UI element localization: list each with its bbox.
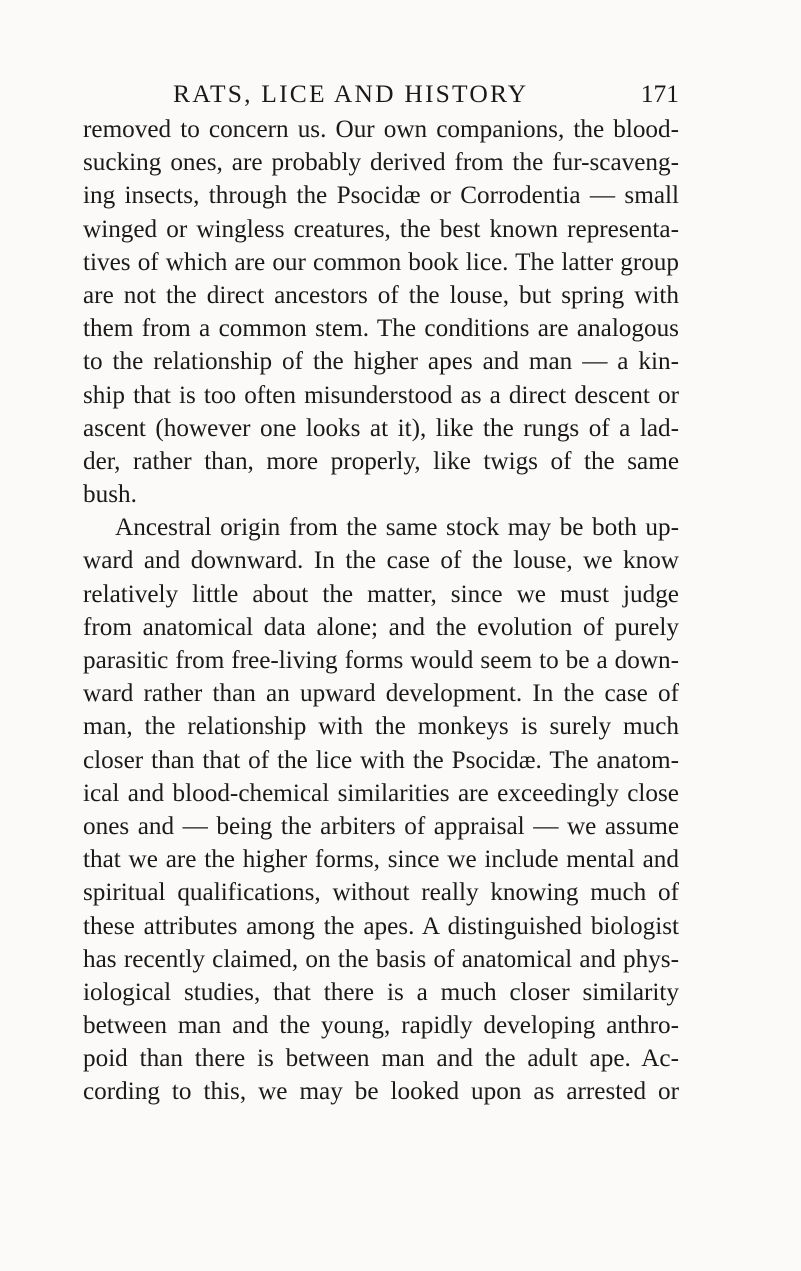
text-line: relatively little about the matter, since we must judge: [83, 580, 679, 608]
text-line: sucking ones, are probably derived from the fur-scaveng-: [83, 149, 679, 177]
running-head-title: RATS, LICE AND HISTORY: [173, 79, 529, 108]
text-line: removed to concern us. Our own companions, the blood-: [83, 116, 679, 143]
text-line: ing insects, through the Psocidæ or Corrodentia — small: [83, 182, 679, 210]
text-line: man, the relationship with the monkeys is surely much: [83, 713, 679, 741]
text-line: bush.: [83, 481, 137, 509]
text-line: are not the direct ancestors of the louse, but spring with: [83, 281, 679, 309]
text-line: parasitic from free-living forms would seem to be a down-: [83, 647, 679, 674]
text-line: ship that is too often misunderstood as a direct descent or: [83, 381, 679, 409]
text-line: der, rather than, more properly, like twigs of the same: [83, 447, 679, 475]
paragraph-1: [83, 113, 679, 511]
text-line: tives of which are our common book lice. The latter group: [83, 248, 679, 276]
text-line: Ancestral origin from the same stock may be both up-: [115, 514, 679, 542]
book-page: [83, 76, 679, 1109]
text-line: these attributes among the apes. A distinguished biologist: [83, 912, 679, 940]
text-line: has recently claimed, on the basis of anatomical and phys-: [83, 945, 679, 973]
paragraph-2: [83, 511, 679, 1108]
text-line: from anatomical data alone; and the evolution of purely: [83, 613, 679, 641]
text-line: ical and blood-chemical similarities are exceedingly close: [83, 779, 679, 807]
text-line: iological studies, that there is a much closer similarity: [83, 978, 679, 1006]
text-line: cording to this, we may be looked upon as arrested or: [83, 1078, 679, 1106]
text-line: them from a common stem. The conditions are analogous: [83, 315, 679, 343]
text-line: ward rather than an upward development. In the case of: [83, 680, 679, 708]
text-line: closer than that of the lice with the Psocidæ. The anatom-: [83, 746, 679, 774]
body-text: [83, 113, 679, 1109]
text-line: ward and downward. In the case of the louse, we know: [83, 547, 679, 575]
text-line: that we are the higher forms, since we include mental and: [83, 846, 679, 874]
running-head: [173, 76, 679, 112]
text-line: between man and the young, rapidly developing anthro-: [83, 1012, 679, 1040]
text-line: ascent (however one looks at it), like the rungs of a lad-: [83, 414, 679, 442]
text-line: ones and — being the arbiters of appraisal — we assume: [83, 812, 679, 840]
text-line: to the relationship of the higher apes and man — a kin-: [83, 348, 679, 376]
page-number: 171: [640, 79, 679, 108]
text-line: winged or wingless creatures, the best known representa-: [83, 215, 679, 243]
text-line: poid than there is between man and the adult ape. Ac-: [83, 1045, 679, 1073]
text-line: spiritual qualifications, without really knowing much of: [83, 879, 679, 907]
